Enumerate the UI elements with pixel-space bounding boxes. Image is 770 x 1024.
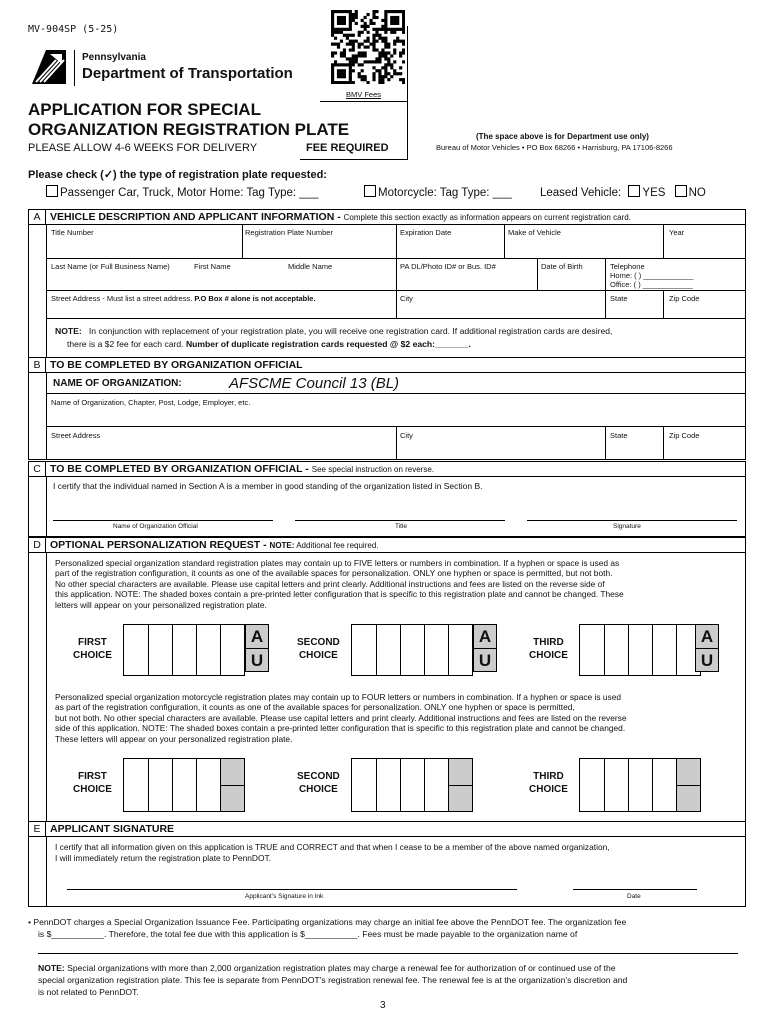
plate-type-row <box>46 185 318 199</box>
delivery-notice: PLEASE ALLOW 4-6 WEEKS FOR DELIVERY <box>28 142 258 154</box>
org-name-sub: Name of Organization, Chapter, Post, Lodge, Employer, etc. <box>51 398 251 407</box>
last-name-field[interactable]: Last Name (or Full Business Name) <box>51 262 170 271</box>
renewal-note-line1: Special organizations with more than 2,000 organization registration plates may charge a renewal fee for authorization of or continued use of the <box>64 963 616 973</box>
fee-notice-line2: is $___________. Therefore, the total fee due with this application is $___________. Fees must be made payable to the organization name of <box>38 929 578 939</box>
home-phone-field[interactable]: Home: ( ) ____________ <box>610 271 694 280</box>
para1-line: letters will appear on your personalized registration plate. <box>55 599 267 610</box>
dept-address: Bureau of Motor Vehicles • PO Box 68266 • Harrisburg, PA 17106-8266 <box>436 143 673 152</box>
official-title-line[interactable] <box>295 520 505 521</box>
renewal-note-line2: special organization registration plate. This fee is separate from PennDOT’s registration renewal fee. The renewal fee is at the organization’s discretion and <box>38 975 628 985</box>
para1-line: this application. NOTE: The shaded boxes contain a pre-printed letter configuration that is specific to this registration plate and cannot be changed. These <box>55 589 624 600</box>
leased-no-checkbox[interactable] <box>675 185 687 197</box>
fee-required: FEE REQUIRED <box>306 142 389 154</box>
motorcycle-row <box>364 185 512 199</box>
section-d-letter: D <box>29 538 46 552</box>
renewal-note-label: NOTE: <box>38 963 65 973</box>
section-c-body <box>28 476 746 537</box>
leased-no-label: NO <box>688 187 706 199</box>
header-hline-bottom <box>300 159 408 160</box>
applicant-date-line[interactable] <box>573 889 697 890</box>
section-d-body <box>28 552 746 822</box>
organization-payee-line[interactable] <box>38 953 738 954</box>
qr-code <box>331 10 405 84</box>
standard-third-preprint: A U <box>695 624 719 672</box>
applicant-signature-label: Applicant’s Signature in Ink <box>245 893 324 900</box>
applicant-date-label: Date <box>627 893 641 900</box>
section-e-letter: E <box>29 822 46 836</box>
section-a-note-line2 <box>67 339 471 349</box>
fee-notice-line1: • PennDOT charges a Special Organization Issuance Fee. Participating organizations may charge an initial fee above the PennDOT fee. The organization fee <box>28 917 627 927</box>
para2-line: side of this application. NOTE: The shaded boxes contain a pre-printed letter configuration that is specific to this registration plate and cannot be changed. <box>55 723 626 734</box>
standard-plate-instructions <box>55 558 624 610</box>
para1-line: No other special characters are available. Please use capital letters and print clearly. Additional instructions and fees are listed on the reverse side of <box>55 578 605 589</box>
make-field[interactable]: Make of Vehicle <box>508 228 561 237</box>
leased-label: Leased Vehicle: <box>540 187 622 199</box>
moto-first-choice-label: FIRST CHOICE <box>73 771 112 795</box>
official-signature-line[interactable] <box>527 520 737 521</box>
logo-divider <box>74 50 75 86</box>
standard-first-preprint: A U <box>245 624 269 672</box>
motorcycle-label: Motorcycle: Tag Type: ___ <box>378 187 512 199</box>
moto-third-choice-label: THIRD CHOICE <box>529 771 568 795</box>
section-b-letter: B <box>29 358 46 372</box>
section-a-header <box>28 209 746 225</box>
section-b-grid <box>28 372 746 460</box>
office-phone-field[interactable]: Office: ( ) ____________ <box>610 280 693 289</box>
po-box-warning: P.O Box # alone is not acceptable. <box>194 294 316 303</box>
official-signature-label: Signature <box>613 523 641 530</box>
page-number: 3 <box>380 1000 386 1011</box>
section-a-grid <box>28 224 746 358</box>
standard-second-choice-boxes[interactable] <box>351 624 473 676</box>
org-name-label: NAME OF ORGANIZATION: <box>53 378 182 389</box>
section-a-note: Complete this section exactly as information appears on current registration card. <box>343 213 631 222</box>
moto-first-choice-boxes[interactable] <box>123 758 245 812</box>
org-street-field[interactable]: Street Address <box>51 431 101 440</box>
moto-third-choice-boxes[interactable] <box>579 758 701 812</box>
standard-first-choice-boxes[interactable] <box>123 624 245 676</box>
state-field[interactable]: State <box>610 294 628 303</box>
para2-line: Personalized special organization motorcycle registration plates may contain up to FOUR letters or numbers in combination. If a hyphen or space is used <box>55 692 622 702</box>
leased-yes-label: YES <box>642 187 666 199</box>
dob-field[interactable]: Date of Birth <box>541 262 583 271</box>
year-field[interactable]: Year <box>669 228 685 237</box>
passenger-checkbox[interactable] <box>46 185 58 197</box>
para2-line: These letters will appear on your personalized registration plate. <box>55 733 293 744</box>
expiration-field[interactable]: Expiration Date <box>400 228 452 237</box>
moto-second-choice-label: SECOND CHOICE <box>297 771 340 795</box>
renewal-note-line3: is not related to PennDOT. <box>38 987 139 997</box>
dept-use-note: (The space above is for Department use only) <box>476 132 649 141</box>
note-label: NOTE: <box>55 326 82 336</box>
section-e-header <box>28 821 746 837</box>
section-a-note-line1 <box>55 326 612 336</box>
section-d-note-label: NOTE: <box>269 541 295 550</box>
section-c-title: TO BE COMPLETED BY ORGANIZATION OFFICIAL - <box>50 463 312 475</box>
pa-dl-field[interactable]: PA DL/Photo ID# or Bus. ID# <box>400 262 496 271</box>
standard-third-choice-label: THIRD CHOICE <box>529 637 568 661</box>
section-a-title: VEHICLE DESCRIPTION AND APPLICANT INFORMATION - <box>50 211 344 223</box>
org-zip-field[interactable]: Zip Code <box>669 431 700 440</box>
leased-yes-checkbox[interactable] <box>628 185 640 197</box>
form-title-line1: APPLICATION FOR SPECIAL <box>28 100 261 119</box>
middle-name-field[interactable]: Middle Name <box>288 262 333 271</box>
fee-notice <box>28 916 626 940</box>
section-e-title: APPLICANT SIGNATURE <box>50 823 175 835</box>
zip-field[interactable]: Zip Code <box>669 294 700 303</box>
section-e-body <box>28 836 746 907</box>
title-number-field[interactable]: Title Number <box>51 228 94 237</box>
city-field[interactable]: City <box>400 294 413 303</box>
header-vline <box>407 26 408 160</box>
section-c-certify: I certify that the individual named in Section A is a member in good standing of the organization listed in Section B. <box>53 481 483 491</box>
section-b-header <box>28 357 746 373</box>
section-c-letter: C <box>29 462 46 476</box>
official-title-label: Title <box>395 523 408 530</box>
section-d-note: Additional fee required. <box>294 541 379 550</box>
duplicate-cards-field[interactable]: Number of duplicate registration cards requested @ $2 each:_______. <box>185 339 471 349</box>
motorcycle-checkbox[interactable] <box>364 185 376 197</box>
street-address-field[interactable] <box>51 294 316 303</box>
qr-label: BMV Fees <box>346 90 382 99</box>
official-name-label: Name of Organization Official <box>113 523 198 530</box>
standard-second-preprint: A U <box>473 624 497 672</box>
section-d-title: OPTIONAL PERSONALIZATION REQUEST - <box>50 539 270 551</box>
section-b-title: TO BE COMPLETED BY ORGANIZATION OFFICIAL <box>50 359 303 371</box>
section-d-header <box>28 537 746 553</box>
passenger-label: Passenger Car, Truck, Motor Home: Tag Type: ___ <box>60 187 319 199</box>
header-hline <box>320 101 408 102</box>
agency-name: Department of Transportation <box>82 65 293 82</box>
form-title-line2: ORGANIZATION REGISTRATION PLATE <box>28 120 350 139</box>
para2-line: but not both. No other special characters are available. Please use capital letters and print clearly. Additional instructions and fees are listed on the reverse <box>55 712 627 723</box>
section-c-header <box>28 461 746 477</box>
first-name-field[interactable]: First Name <box>194 262 231 271</box>
agency-state: Pennsylvania <box>82 52 146 63</box>
renewal-note <box>38 962 627 998</box>
telephone-label: Telephone <box>610 262 645 271</box>
org-city-field[interactable]: City <box>400 431 413 440</box>
standard-third-choice-boxes[interactable] <box>579 624 701 676</box>
org-state-field[interactable]: State <box>610 431 628 440</box>
para1-line: part of the registration configuration, it counts as one of the available spaces for personalization. ONLY one hyphen or space is permitted, but not both. <box>55 568 613 579</box>
official-name-line[interactable] <box>53 520 273 521</box>
street-label: Street Address - Must list a street address. <box>51 294 195 303</box>
org-name-value[interactable]: AFSCME Council 13 (BL) <box>229 375 400 392</box>
note-text-1: In conjunction with replacement of your registration plate, you will receive one registration card. If additional registration cards are desired, <box>88 326 613 336</box>
leased-row <box>540 185 706 199</box>
motorcycle-plate-instructions <box>55 692 627 744</box>
applicant-signature-line[interactable] <box>67 889 517 890</box>
para1-line: Personalized special organization standard registration plates may contain up to FIVE letters or numbers in combination. If a hyphen or space is used as <box>55 558 620 568</box>
plate-type-prompt: Please check (✓) the type of registration plate requested: <box>28 169 327 181</box>
form-number: MV-904SP (5-25) <box>28 24 119 35</box>
moto-second-choice-boxes[interactable] <box>351 758 473 812</box>
applicant-certify: I certify that all information given on this application is TRUE and CORRECT and that when I cease to be a member of the above named organization, I will immediately return the registration plate to PennDOT. <box>55 842 610 863</box>
penndot-logo <box>30 48 68 86</box>
para2-line: as part of the registration configuration, it counts as one of the available spaces for personalization. ONLY one hyphen or space is permitted, <box>55 702 575 713</box>
section-c-note: See special instruction on reverse. <box>311 465 435 474</box>
plate-number-field[interactable]: Registration Plate Number <box>245 228 333 237</box>
standard-first-choice-label: FIRST CHOICE <box>73 637 112 661</box>
section-a-letter: A <box>29 210 46 224</box>
standard-second-choice-label: SECOND CHOICE <box>297 637 340 661</box>
note-text-2: there is a $2 fee for each card. <box>67 339 186 349</box>
